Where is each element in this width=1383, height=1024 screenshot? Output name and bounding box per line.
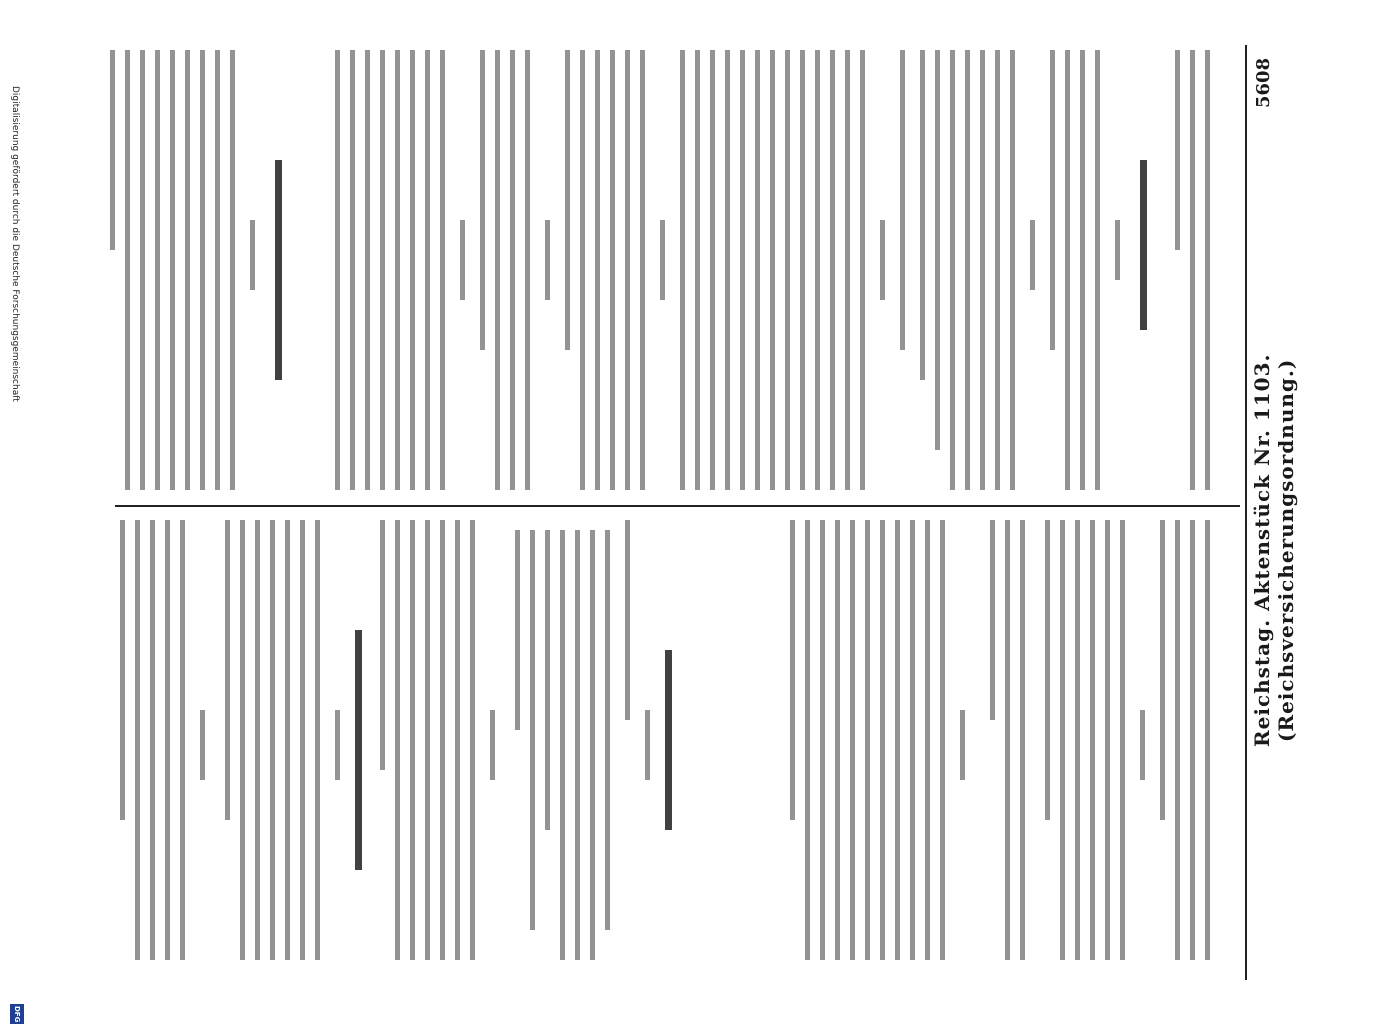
sidebar-credit-text: Digitalisierung gefördert durch die Deutsche Forschungsgemeinschaft bbox=[10, 86, 20, 402]
text-columns bbox=[110, 40, 1298, 975]
sidebar-credit bbox=[8, 40, 21, 1023]
page-number: 5608 bbox=[1253, 57, 1274, 108]
dfg-logo-icon: DFG bbox=[10, 1004, 24, 1024]
page-header-title: Reichstag. Aktenstück Nr. 1103. (Reichsversicherungsordnung.) bbox=[1250, 353, 1298, 747]
